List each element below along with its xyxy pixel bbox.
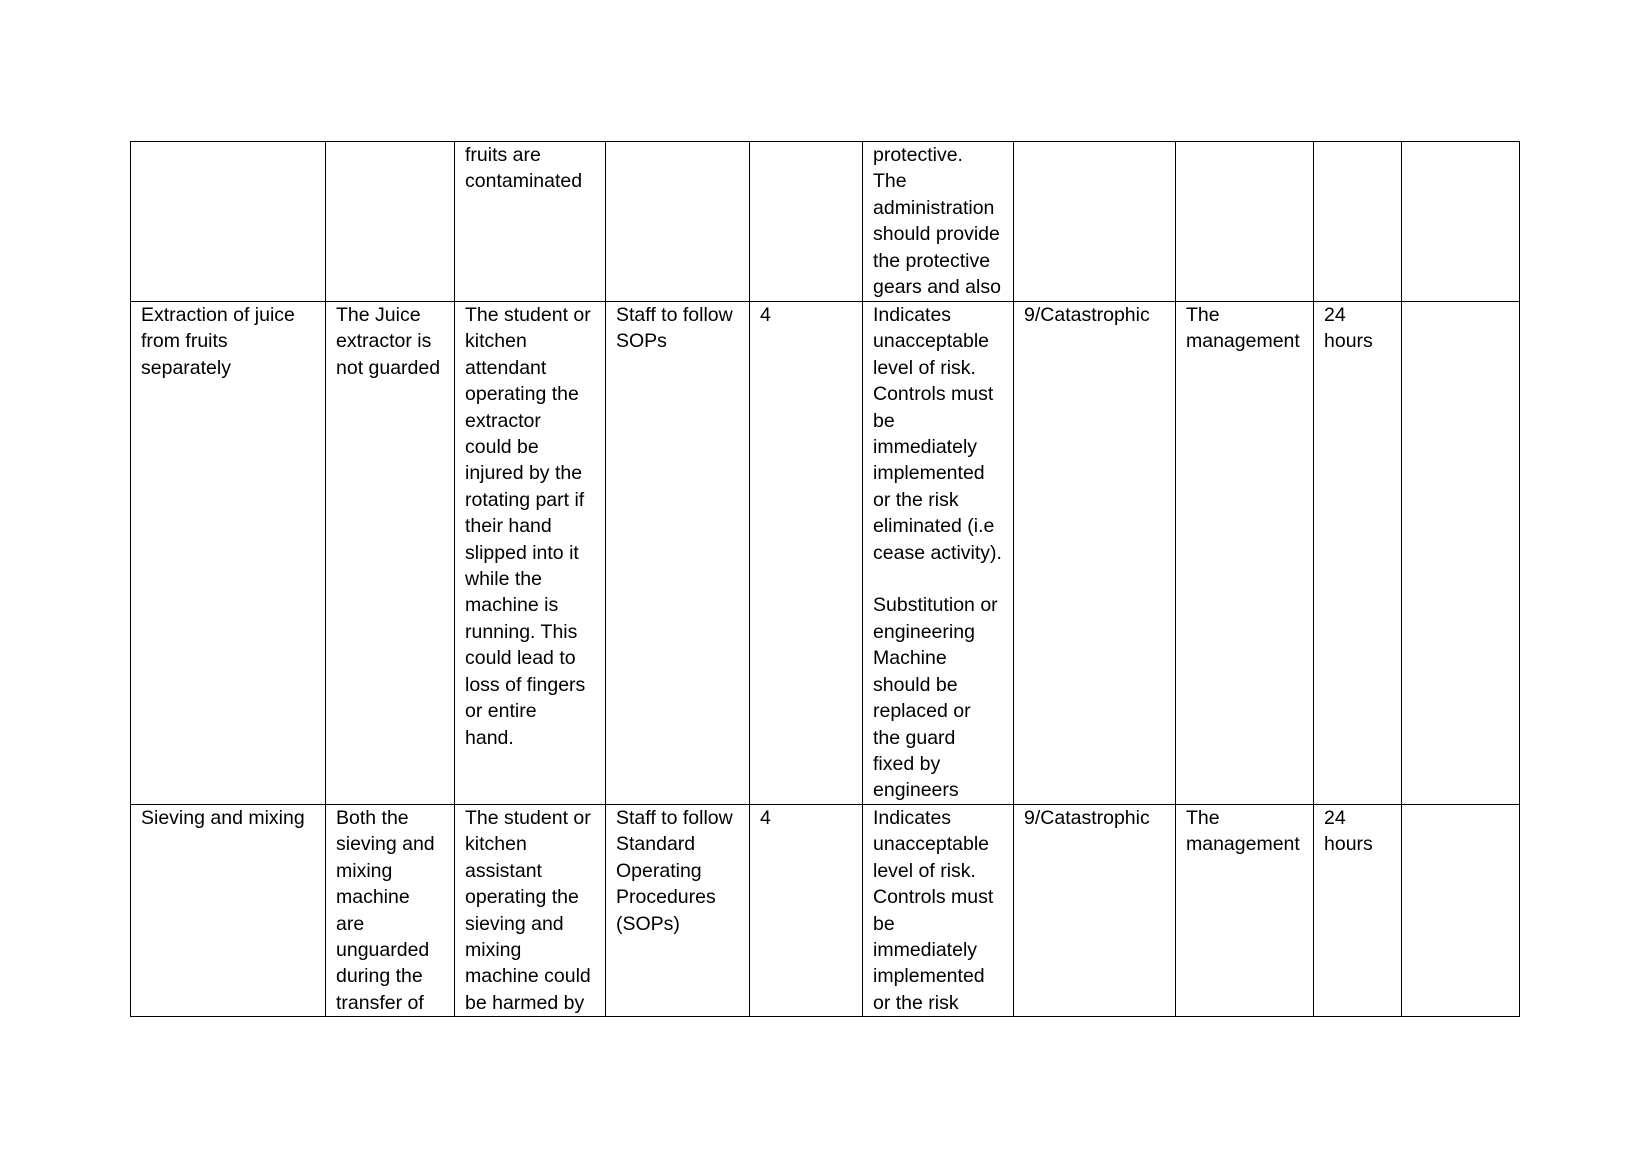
existing-controls-cell [606, 142, 750, 302]
existing-controls-cell: Staff to follow Standard Operating Procedures (SOPs) [606, 805, 750, 1017]
severity-cell: 9/Catastrophic [1014, 302, 1176, 805]
existing-controls-cell: Staff to follow SOPs [606, 302, 750, 805]
activity-cell: Sieving and mixing [131, 805, 326, 1017]
risk-evaluation-cell: protective. The administration should provide the protective gears and also [863, 142, 1014, 302]
risk-cell: fruits are contaminated [455, 142, 606, 302]
table-row [131, 302, 1520, 805]
notes-cell [1402, 805, 1520, 1017]
responsible-cell: The management [1176, 805, 1314, 1017]
risk-cell: The student or kitchen assistant operating the sieving and mixing machine could be harmed by [455, 805, 606, 1017]
notes-cell [1402, 302, 1520, 805]
timeframe-cell [1314, 142, 1402, 302]
risk-assessment-table [130, 141, 1520, 1017]
activity-cell [131, 142, 326, 302]
likelihood-cell [750, 142, 863, 302]
timeframe-cell: 24 hours [1314, 302, 1402, 805]
risk-cell: The student or kitchen attendant operating the extractor could be injured by the rotating part if their hand slipped into it while the machine is running. This could lead to loss of fingers or entire hand. [455, 302, 606, 805]
table-row [131, 142, 1520, 302]
risk-evaluation-cell: Indicates unacceptable level of risk. Controls must be immediately implemented or the risk [863, 805, 1014, 1017]
hazard-cell: Both the sieving and mixing machine are unguarded during the transfer of [326, 805, 455, 1017]
notes-cell [1402, 142, 1520, 302]
responsible-cell [1176, 142, 1314, 302]
risk-evaluation-cell: Indicates unacceptable level of risk. Controls must be immediately implemented or the risk eliminated (i.e cease activity). Substitution or engineering Machine should be replaced or the guard fixed by engineers [863, 302, 1014, 805]
responsible-cell: The management [1176, 302, 1314, 805]
severity-cell [1014, 142, 1176, 302]
hazard-cell: The Juice extractor is not guarded [326, 302, 455, 805]
likelihood-cell: 4 [750, 302, 863, 805]
activity-cell: Extraction of juice from fruits separately [131, 302, 326, 805]
timeframe-cell: 24 hours [1314, 805, 1402, 1017]
likelihood-cell: 4 [750, 805, 863, 1017]
severity-cell: 9/Catastrophic [1014, 805, 1176, 1017]
hazard-cell [326, 142, 455, 302]
table-row [131, 805, 1520, 1017]
